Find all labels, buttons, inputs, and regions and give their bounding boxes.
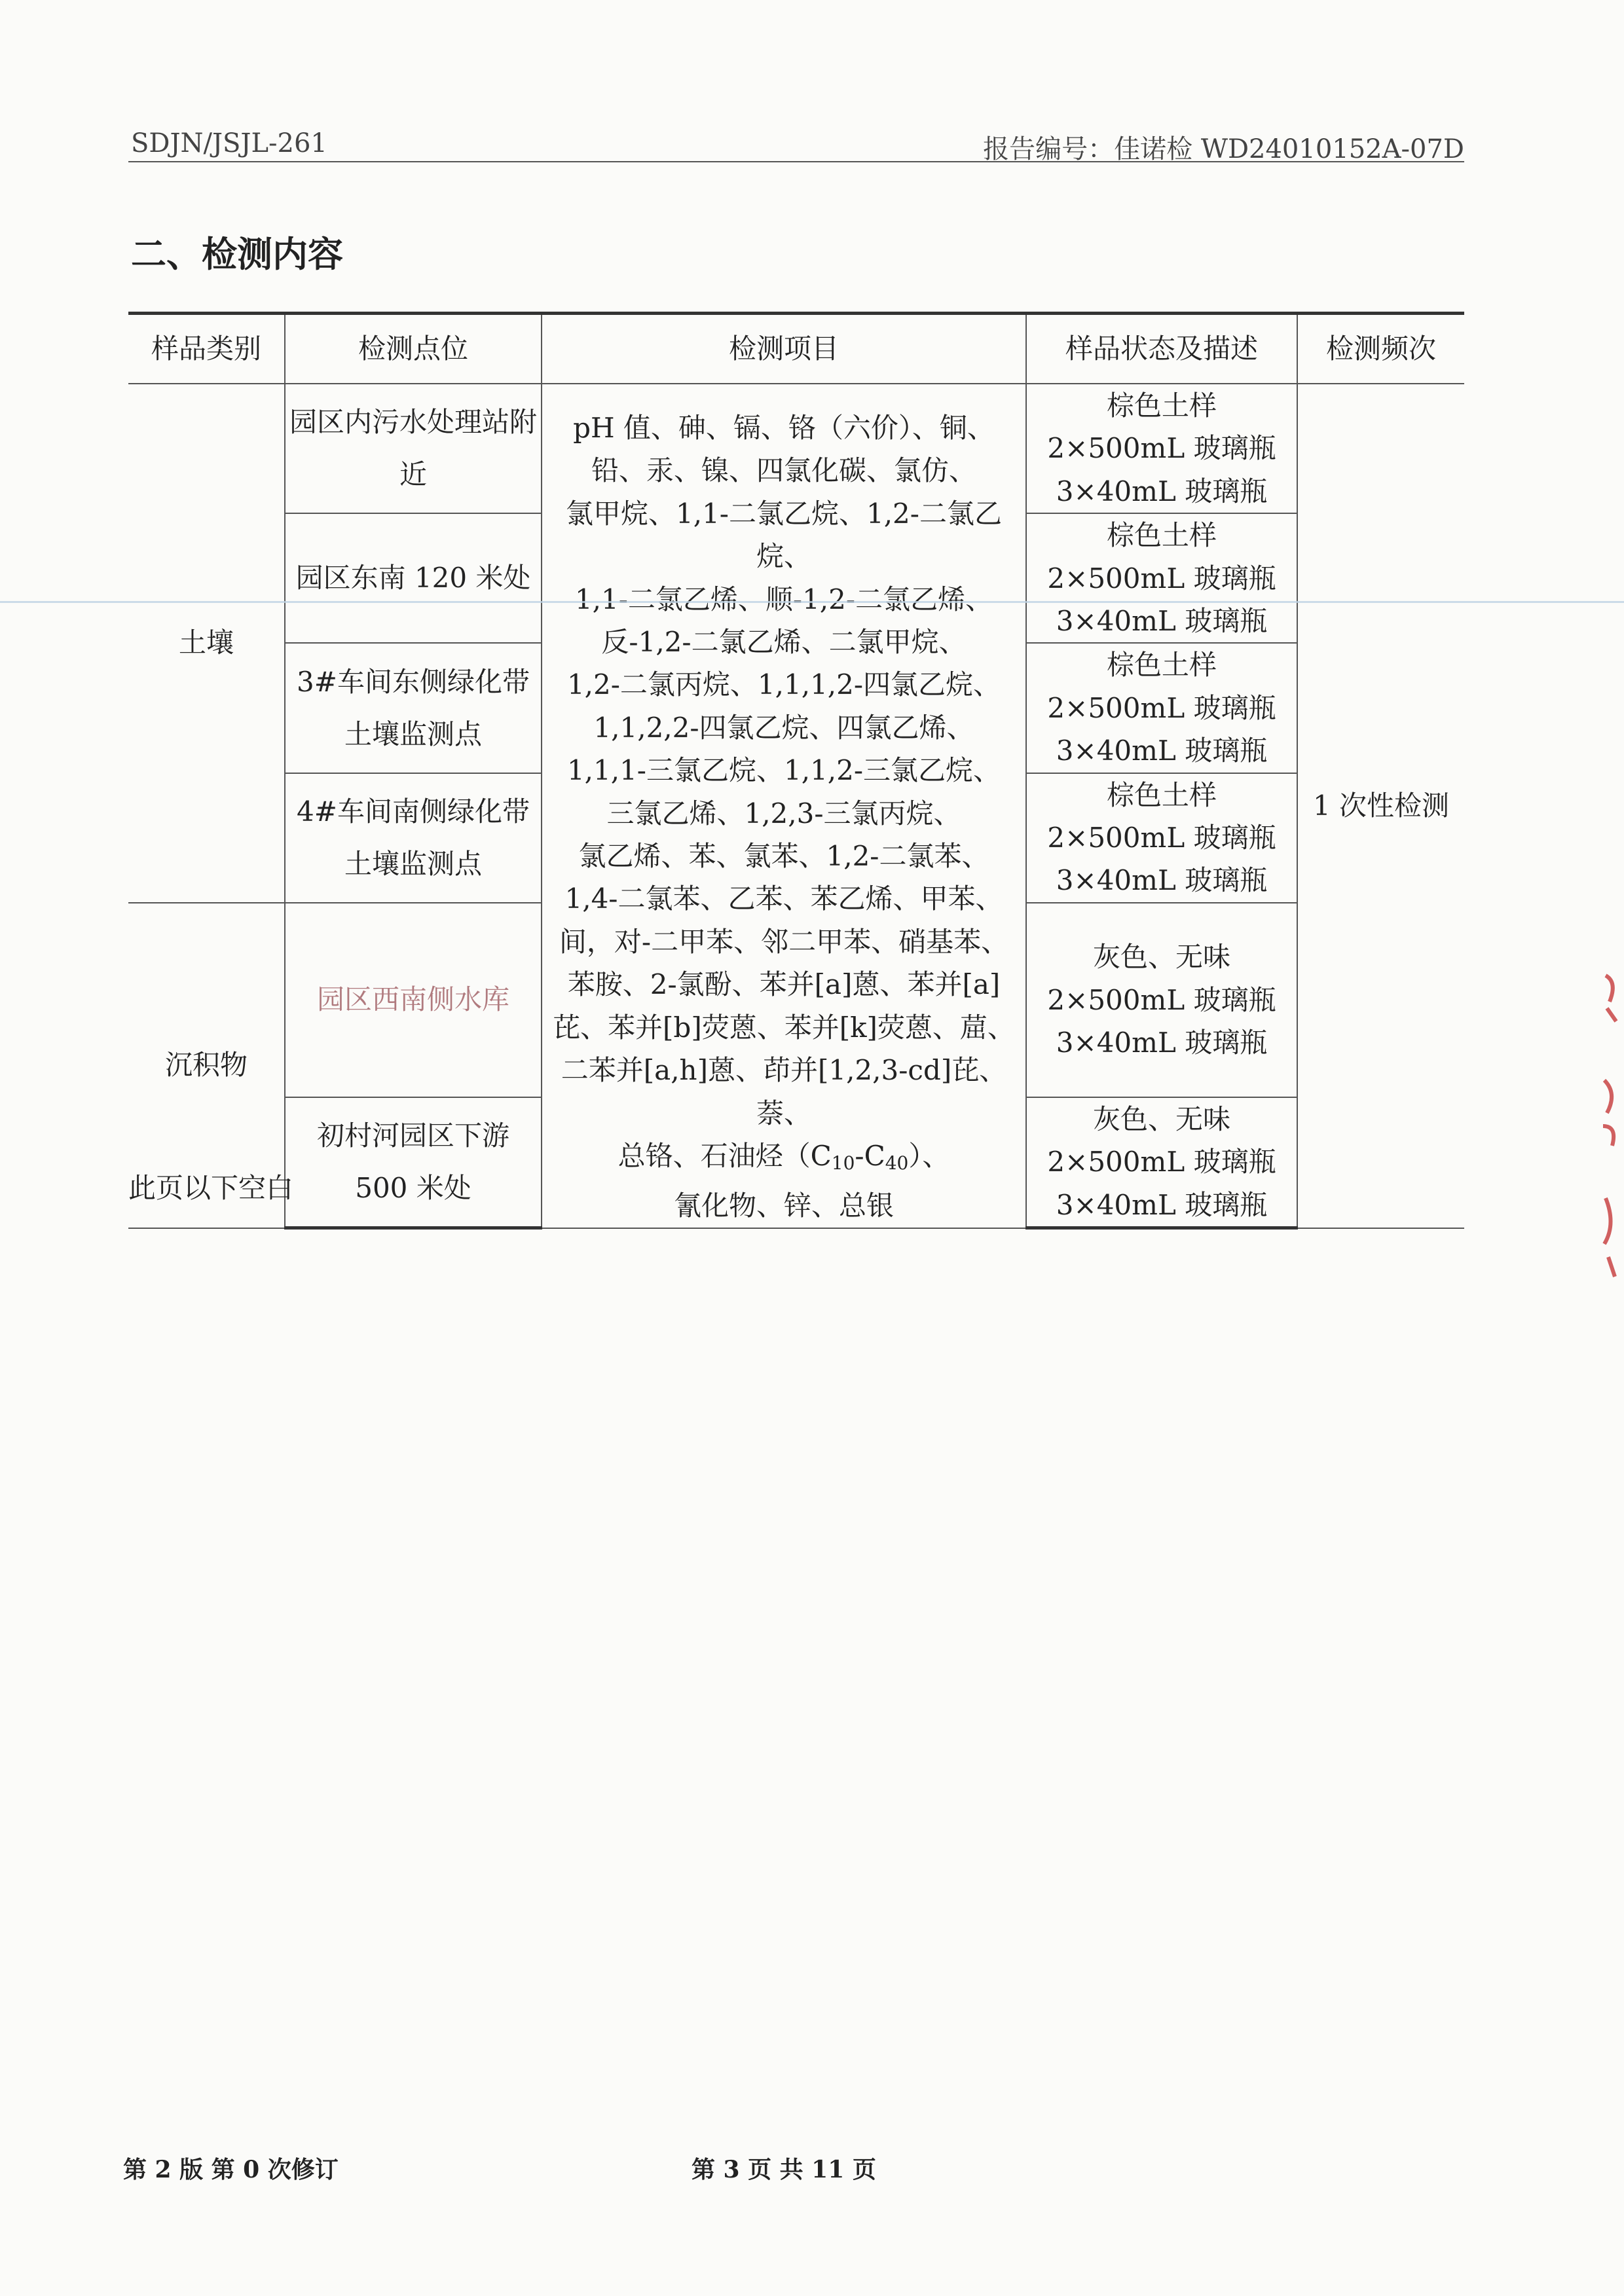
items-line: 氯乙烯、苯、氯苯、1,2-二氯苯、 bbox=[578, 840, 989, 873]
seal-stamp-edge bbox=[1593, 962, 1624, 1290]
blank-note: 此页以下空白 bbox=[128, 1172, 294, 1204]
table-row bbox=[128, 384, 1464, 513]
items-line: 二苯并[a,h]蒽、茚并[1,2,3-cd]芘、萘、 bbox=[561, 1054, 1007, 1129]
items-cell bbox=[542, 384, 1026, 1228]
table-header-row bbox=[128, 314, 1464, 384]
point-cell: 4#车间南侧绿化带土壤监测点 bbox=[285, 773, 542, 903]
items-line: 苯胺、2-氯酚、苯并[a]蒽、苯并[a] bbox=[567, 968, 1001, 1001]
items-line: 反-1,2-二氯乙烯、二氯甲烷、 bbox=[601, 626, 967, 659]
section-title: 二、检测内容 bbox=[131, 234, 343, 275]
col-header-point: 检测点位 bbox=[285, 314, 542, 384]
items-line: 1,1-二氯乙烯、顺-1,2-二氯乙烯、 bbox=[574, 583, 993, 615]
items-line: 1,2-二氯丙烷、1,1,1,2-四氯乙烷、 bbox=[566, 668, 1001, 701]
point-cell: 3#车间东侧绿化带土壤监测点 bbox=[285, 643, 542, 773]
items-line: 三氯乙烯、1,2,3-三氯丙烷、 bbox=[606, 797, 961, 829]
col-header-frequency: 检测频次 bbox=[1297, 314, 1464, 384]
scan-artifact-line bbox=[0, 601, 1624, 603]
col-header-state: 样品状态及描述 bbox=[1026, 314, 1297, 384]
items-line: 氯甲烷、1,1-二氯乙烷、1,2-二氯乙烷、 bbox=[566, 497, 1002, 573]
items-line: 1,4-二氯苯、乙苯、苯乙烯、甲苯、 bbox=[564, 883, 1003, 915]
items-line: 芘、苯并[b]荧蒽、苯并[k]荧蒽、䓛、 bbox=[553, 1011, 1015, 1044]
category-soil: 土壤 bbox=[128, 384, 285, 903]
doc-code: SDJN/JSJL-261 bbox=[131, 128, 327, 158]
frequency-cell: 1 次性检测 bbox=[1297, 384, 1464, 1228]
state-cell: 棕色土样 2×500mL 玻璃瓶 3×40mL 玻璃瓶 bbox=[1026, 643, 1297, 773]
detection-content-table bbox=[128, 312, 1464, 1230]
items-line-tph: 总铬、石油烃$(C_{10}-C_{40})$、 bbox=[618, 1139, 950, 1174]
point-cell: 园区东南 120 米处 bbox=[285, 513, 542, 643]
state-cell: 棕色土样 2×500mL 玻璃瓶 3×40mL 玻璃瓶 bbox=[1026, 384, 1297, 513]
items-line: 1,1,2,2-四氯乙烷、四氯乙烯、 bbox=[593, 711, 974, 744]
items-line: 1,1,1-三氯乙烷、1,1,2-三氯乙烷、 bbox=[566, 754, 1001, 787]
footer-version: 第 2 版 第 0 次修订 bbox=[123, 2156, 339, 2183]
state-cell: 棕色土样 2×500mL 玻璃瓶 3×40mL 玻璃瓶 bbox=[1026, 513, 1297, 643]
report-number: 报告编号：佳诺检 WD24010152A-07D bbox=[983, 134, 1464, 164]
header-rule bbox=[128, 161, 1464, 162]
items-line: 铅、汞、镍、四氯化碳、氯仿、 bbox=[591, 454, 976, 487]
point-cell: 初村河园区下游 500 米处 bbox=[285, 1097, 542, 1228]
point-cell: 园区内污水处理站附近 bbox=[285, 384, 542, 513]
state-cell: 灰色、无味 2×500mL 玻璃瓶 3×40mL 玻璃瓶 bbox=[1026, 1097, 1297, 1228]
state-cell: 棕色土样 2×500mL 玻璃瓶 3×40mL 玻璃瓶 bbox=[1026, 773, 1297, 903]
items-line: 间，对-二甲苯、邻二甲苯、硝基苯、 bbox=[559, 925, 1009, 958]
col-header-category: 样品类别 bbox=[128, 314, 285, 384]
items-line: 氰化物、锌、总银 bbox=[673, 1190, 894, 1222]
items-line: pH 值、砷、镉、铬（六价）、铜、 bbox=[573, 412, 995, 444]
state-cell: 灰色、无味 2×500mL 玻璃瓶 3×40mL 玻璃瓶 bbox=[1026, 903, 1297, 1097]
point-cell: 园区西南侧水库 bbox=[285, 903, 542, 1097]
col-header-items: 检测项目 bbox=[542, 314, 1026, 384]
footer-page-number: 第 3 页 共 11 页 bbox=[692, 2156, 876, 2183]
category-sediment: 沉积物 bbox=[128, 903, 285, 1228]
